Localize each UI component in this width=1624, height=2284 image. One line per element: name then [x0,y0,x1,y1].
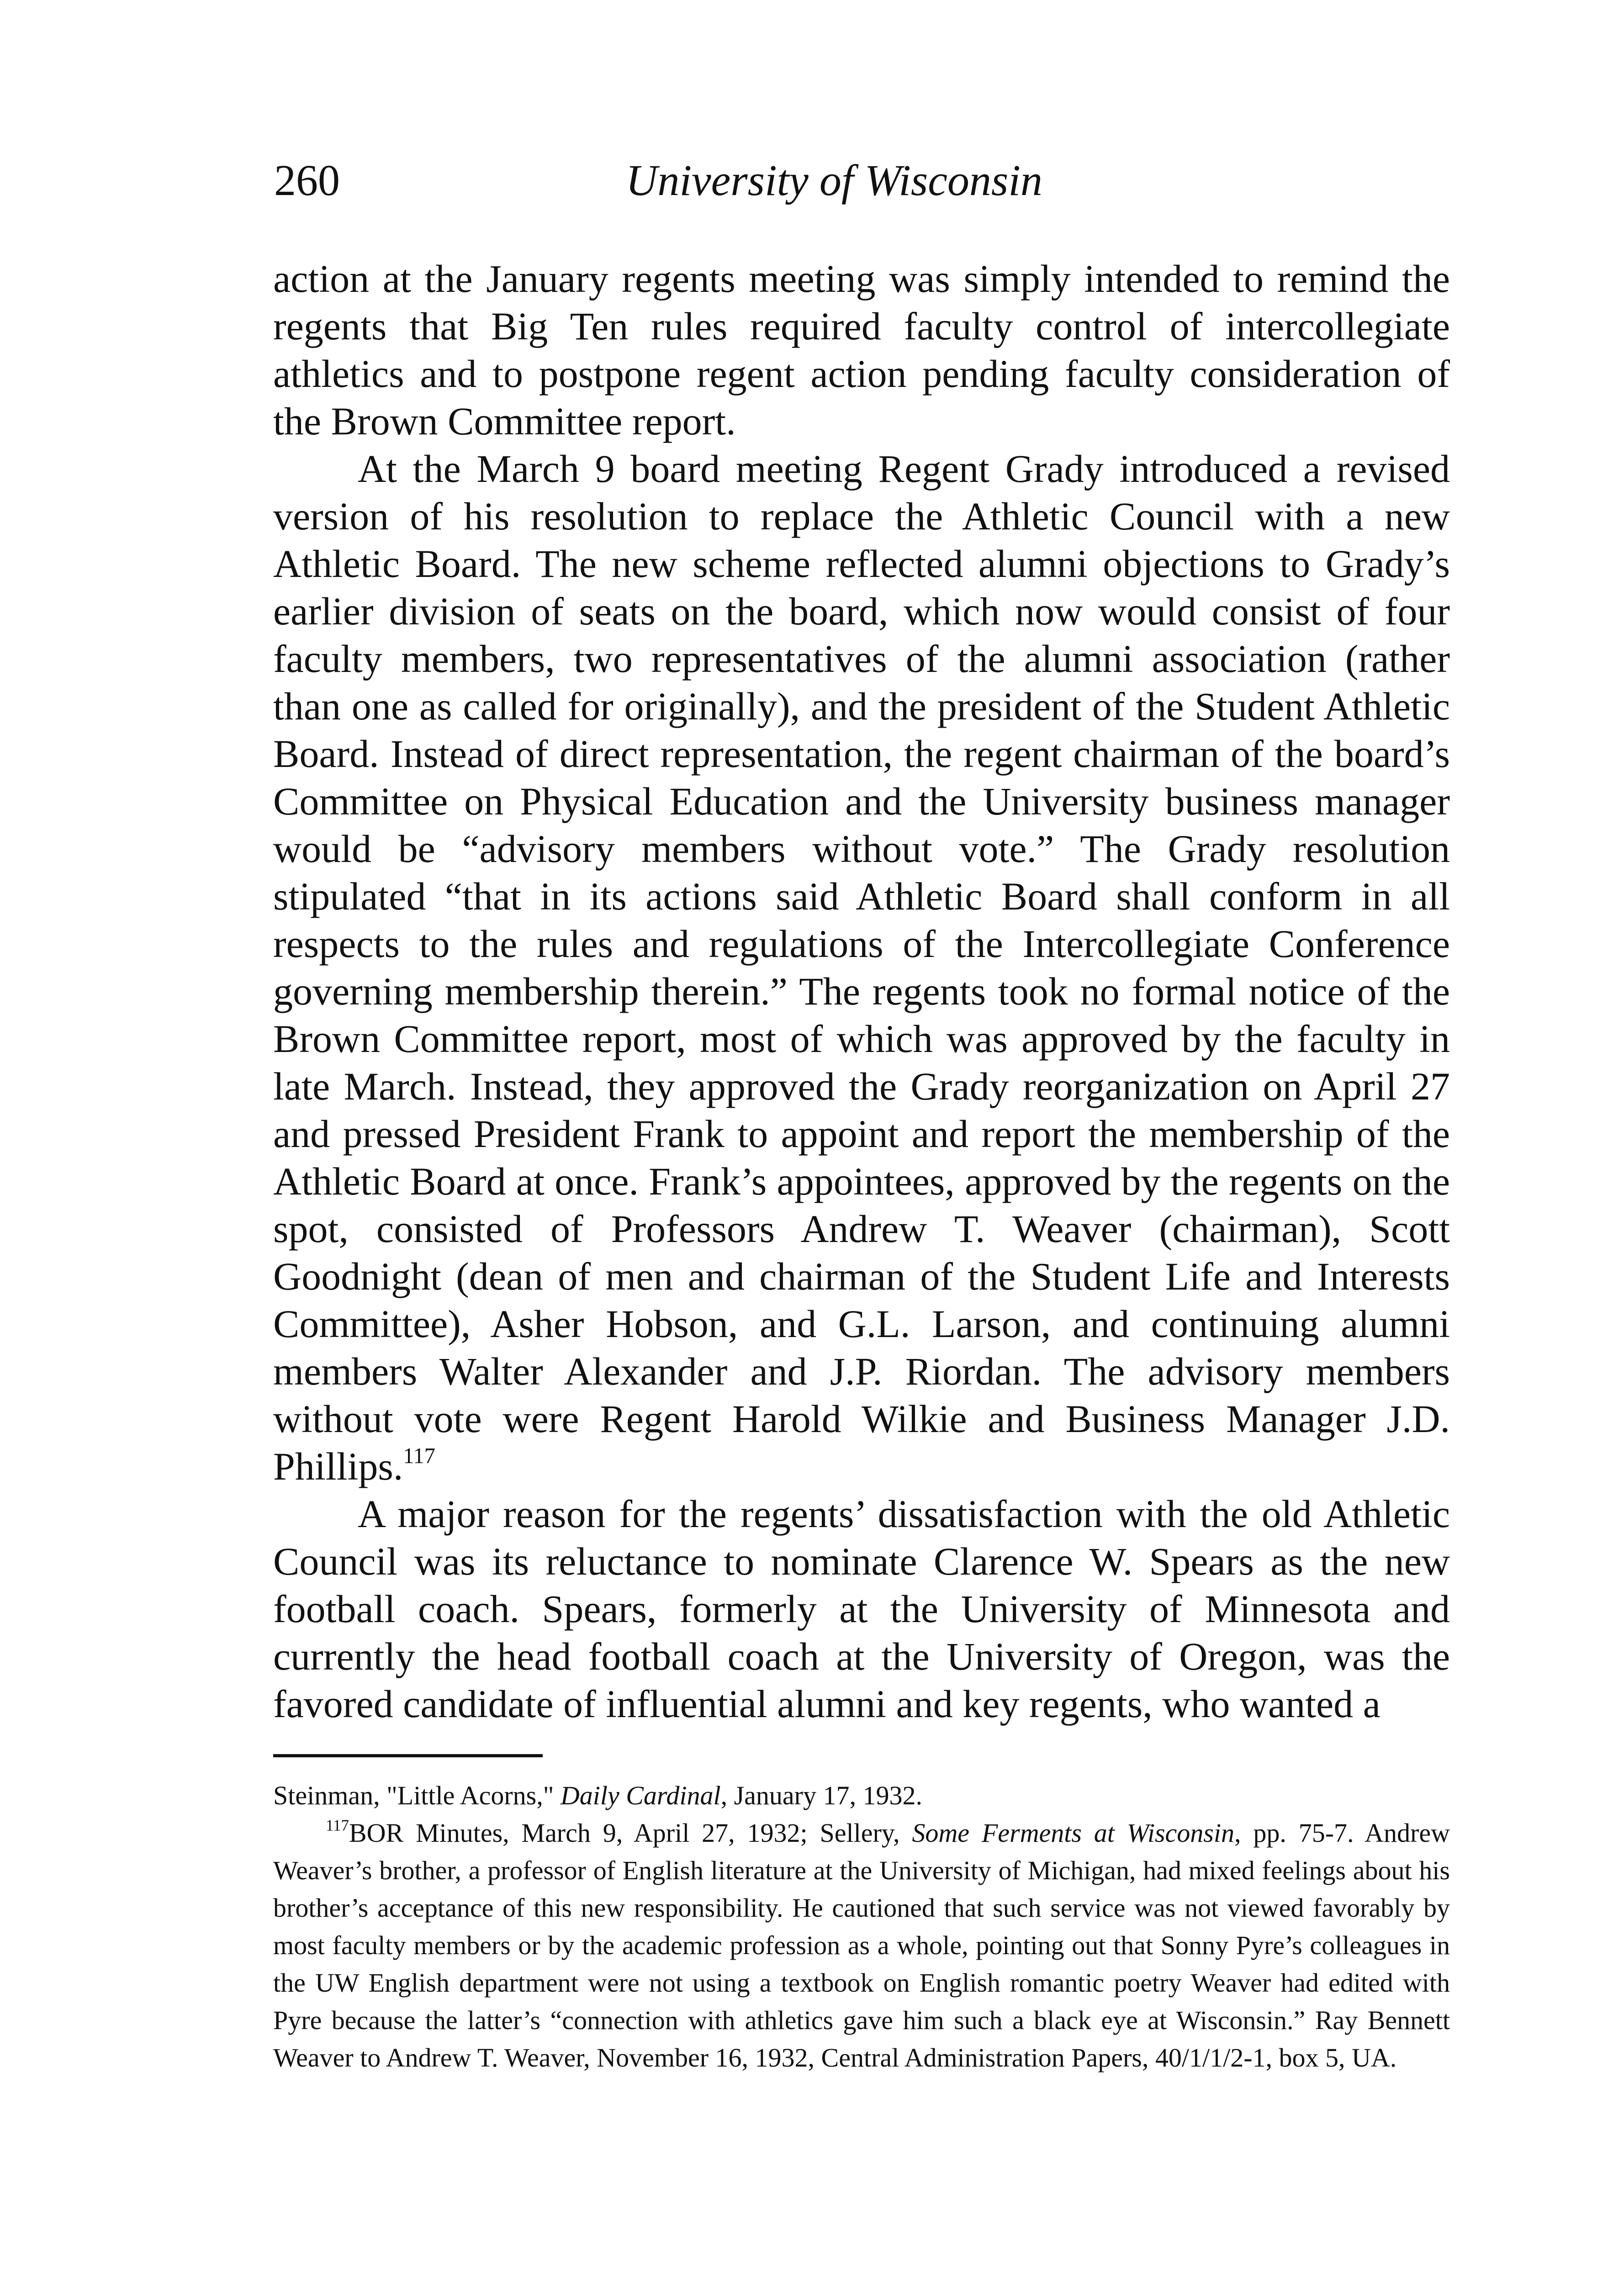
footnotes [273,1777,1450,2077]
paragraph-2 [273,445,1450,1490]
footnote-continued-text-2: , January 17, 1932. [720,1781,922,1810]
paragraph-2-text: At the March 9 board meeting Regent Grady introduced a revised version of his resolution to replace the Athletic Council with a new Athletic Board. The new scheme reflected alumni objections to Grady’s earlier division of seats on the board, which now would consist of four faculty members, two representatives of the alumni association (rather than one as called for originally), and the president of the Student Athletic Board. Instead of direct representation, the regent chairman of the board’s Committee on Physical Education and the University business manager would be “advisory members without vote.” The Grady resolution stipulated “that in its actions said Athletic Board shall conform in all respects to the rules and regulations of the Intercollegiate Conference governing membership therein.” The regents took no formal notice of the Brown Committee report, most of which was approved by the faculty in late March. Instead, they approved the Grady reorganization on April 27 and pressed President Frank to appoint and report the membership of the Athletic Board at once. Frank’s appointees, approved by the regents on the spot, consisted of Professors Andrew T. Weaver (chairman), Scott Goodnight (dean of men and chairman of the Student Life and Interests Committee), Asher Hobson, and G.L. Larson, and continuing alumni members Walter Alexander and J.P. Riordan. The advisory members without vote were Regent Harold Wilkie and Business Manager J.D. Phillips. [273,447,1450,1488]
footnote-continued-text-1: Steinman, "Little Acorns," [273,1781,561,1810]
paragraph-3: A major reason for the regents’ dissatisfaction with the old Athletic Council was its reluctance to nominate Clarence W. Spears as the new football coach. Spears, formerly at the University of Minnesota and currently the head football coach at the University of Oregon, was the favored candidate of influential alumni and key regents, who wanted a [273,1492,1450,1726]
footnote-continued-title: Daily Cardinal [560,1781,721,1810]
paragraph-1: action at the January regents meeting was simply intended to remind the regents that Big Ten rules required faculty control of intercollegiate athletics and to postpone regent action pending faculty consideration of the Brown Committee report. [273,257,1450,443]
footnote-117-text-2: , pp. 75-7. Andrew Weaver’s brother, a professor of English literature at the University of Michigan, had mixed feelings about his brother’s acceptance of this new responsibility. He cautioned that such service was not viewed favorably by most faculty members or by the academic profession as a whole, pointing out that Sonny Pyre’s colleagues in the UW English department were not using a textbook on English romantic poetry Weaver had edited with Pyre because the latter’s “connection with athletics gave him such a black eye at Wisconsin.” Ray Bennett Weaver to Andrew T. Weaver, November 16, 1932, Central Administration Papers, 40/1/1/2-1, box 5, UA. [273,1818,1450,2073]
footnote-117 [273,1814,1450,2077]
footnote-117-text-1: BOR Minutes, March 9, April 27, 1932; Sellery, [349,1818,912,1848]
footnote-reference-117: 117 [403,1443,435,1468]
footnote-continued [273,1777,1450,1814]
body-text [273,255,1450,1728]
page-header [274,146,1450,215]
footnote-divider [273,1754,543,1757]
running-title: University of Wisconsin [626,156,1042,205]
page-number: 260 [274,156,340,205]
footnote-117-number: 117 [326,1816,349,1835]
footnote-117-title: Some Ferments at Wisconsin [912,1818,1234,1848]
